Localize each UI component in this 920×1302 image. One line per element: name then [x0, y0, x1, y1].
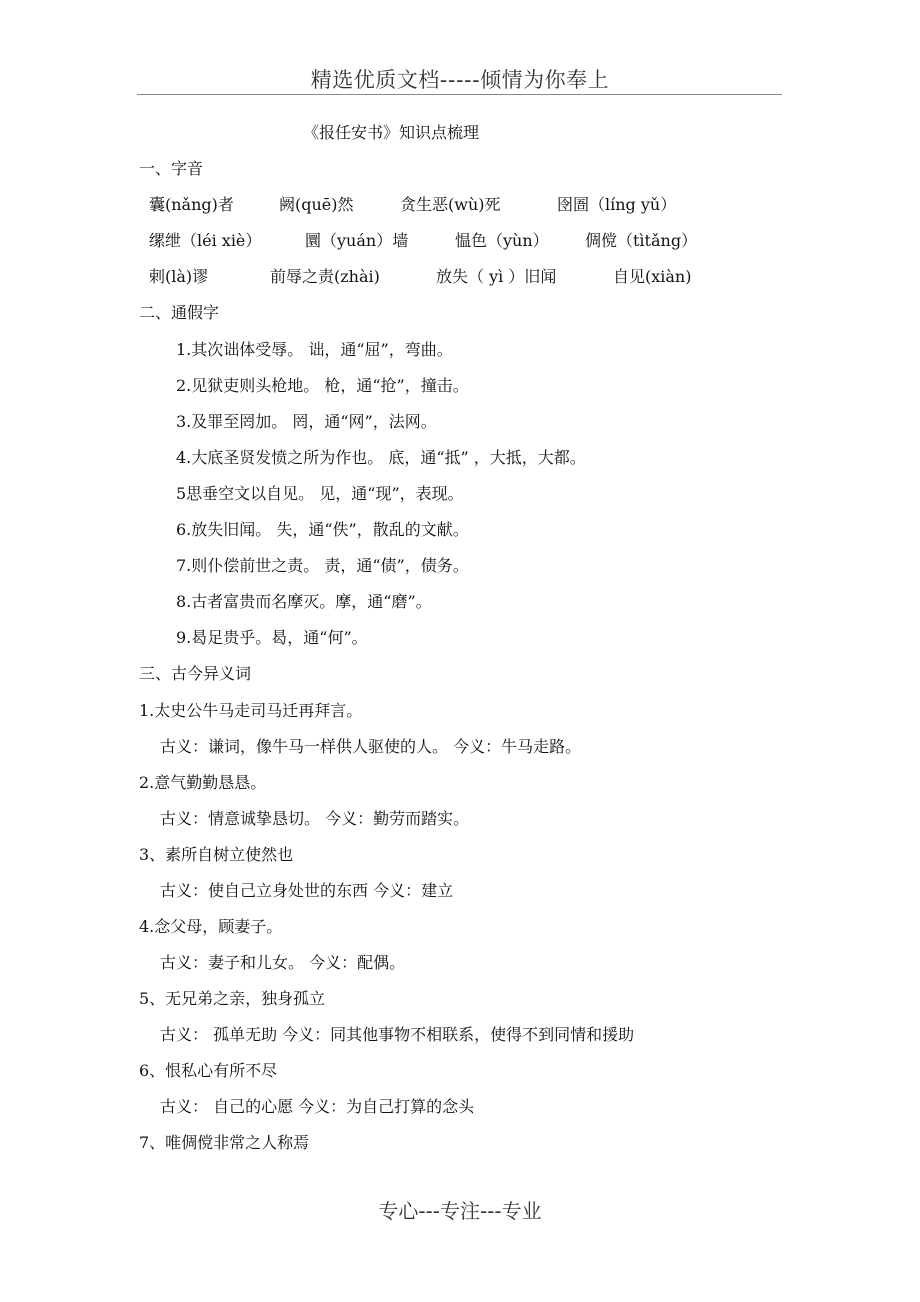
- gujin-meaning: 古义： 孤单无助 今义：同其他事物不相联系，使得不到同情和援助: [160, 1025, 635, 1044]
- tongjia-item: 1.其次诎体受辱。 诎，通“屈”，弯曲。: [176, 340, 453, 359]
- gujin-phrase: 7、唯倜傥非常之人称焉: [139, 1133, 310, 1152]
- section-heading-tongjia: 二、通假字: [139, 303, 220, 322]
- tongjia-item: 2.见狱吏则头枪地。 枪，通“抢”，撞击。: [176, 376, 469, 395]
- pronunciation-item: 贪生恶(wù)死: [400, 195, 501, 214]
- pronunciation-item: 放失（ yì ）旧闻: [436, 267, 557, 286]
- tongjia-item: 7.则仆偿前世之责。 责，通“债”，债务。: [176, 556, 469, 575]
- tongjia-item: 5思垂空文以自见。 见，通“现”，表现。: [176, 484, 464, 503]
- pronunciation-item: 囹圄（líng yǔ）: [557, 195, 677, 214]
- tongjia-item: 3.及罪至罔加。 罔，通“网”，法网。: [176, 412, 437, 431]
- page-header: 精选优质文档-----倾情为你奉上: [310, 68, 610, 92]
- gujin-meaning: 古义：使自己立身处世的东西 今义：建立: [160, 881, 454, 900]
- pronunciation-item: 囊(nǎng)者: [149, 195, 234, 214]
- pronunciation-item: 缧绁（léi xiè）: [149, 231, 262, 250]
- pronunciation-item: 自见(xiàn): [613, 267, 692, 286]
- section-heading-pronunciation: 一、字音: [139, 159, 204, 178]
- pronunciation-item: 圜（yuán）墙: [305, 231, 409, 250]
- gujin-phrase: 2.意气勤勤恳恳。: [139, 773, 267, 792]
- tongjia-item: 4.大底圣贤发愤之所为作也。 底，通“抵” ，大抵，大都。: [176, 448, 586, 467]
- tongjia-item: 6.放失旧闻。 失，通“佚”，散乱的文献。: [176, 520, 469, 539]
- page-footer: 专心---专注---专业: [378, 1199, 542, 1223]
- gujin-phrase: 6、恨私心有所不尽: [139, 1061, 278, 1080]
- gujin-meaning: 古义：谦词，像牛马一样供人驱使的人。 今义：牛马走路。: [160, 737, 582, 756]
- gujin-meaning: 古义：情意诚挚恳切。 今义：勤劳而踏实。: [160, 809, 470, 828]
- gujin-phrase: 1.太史公牛马走司马迁再拜言。: [139, 701, 363, 720]
- pronunciation-item: 剌(là)谬: [149, 267, 209, 286]
- tongjia-item: 9.曷足贵乎。曷，通“何”。: [176, 628, 368, 647]
- section-heading-gujin: 三、古今异义词: [139, 664, 252, 683]
- pronunciation-item: 阙(quē)然: [279, 195, 354, 214]
- pronunciation-item: 愠色（yùn）: [455, 231, 549, 250]
- document-title: 《报任安书》知识点梳理: [303, 123, 480, 142]
- gujin-meaning: 古义：妻子和儿女。 今义：配偶。: [160, 953, 406, 972]
- gujin-meaning: 古义： 自己的心愿 今义：为自己打算的念头: [160, 1097, 475, 1116]
- header-divider: [137, 94, 782, 95]
- pronunciation-item: 倜傥（tìtǎng）: [585, 231, 698, 250]
- gujin-phrase: 5、无兄弟之亲，独身孤立: [139, 989, 326, 1008]
- gujin-phrase: 4.念父母，顾妻子。: [139, 917, 283, 936]
- gujin-phrase: 3、素所自树立使然也: [139, 845, 294, 864]
- tongjia-item: 8.古者富贵而名摩灭。摩，通“磨”。: [176, 592, 432, 611]
- pronunciation-item: 前辱之责(zhài): [270, 267, 380, 286]
